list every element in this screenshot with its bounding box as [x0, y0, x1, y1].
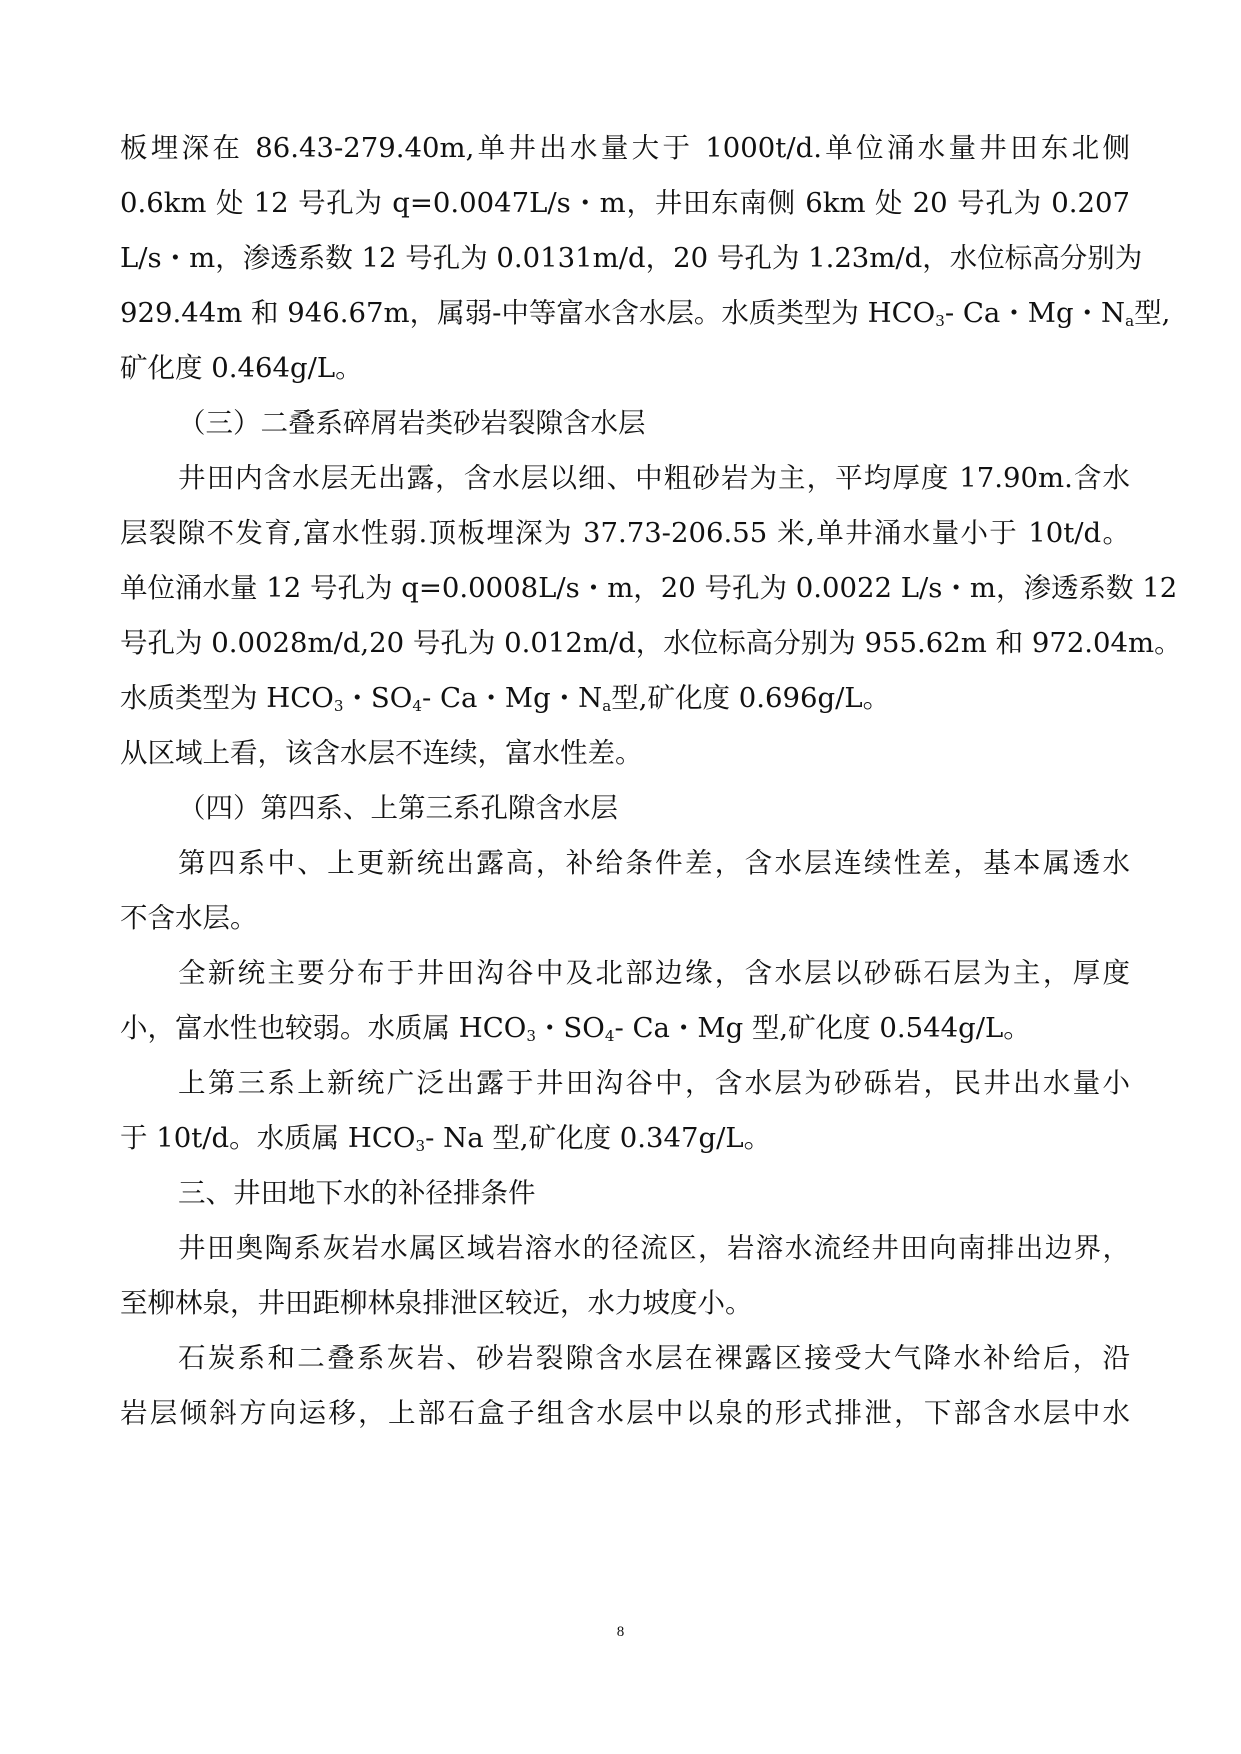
text-fragment: ・SO: [343, 682, 413, 714]
text-line: [120, 570, 1178, 606]
text-span: [120, 1012, 1031, 1044]
text-fragment: - Na 型,矿化度 0.347g/L。: [425, 1122, 772, 1154]
text-fragment: 小，富水性也较弱。水质属 HCO: [120, 1012, 527, 1044]
heading-text: （三）二叠系碎屑岩类砂岩裂隙含水层: [178, 407, 646, 439]
text-fragment: - Ca・Mg・N: [944, 297, 1126, 329]
text-line: [120, 625, 1182, 661]
text-line: [120, 900, 1130, 936]
text-line: [178, 1340, 1130, 1376]
text-span: 石炭系和二叠系灰岩、砂岩裂隙含水层在裸露区接受大气降水补给后，沿: [178, 1342, 1130, 1374]
text-line: [120, 295, 1171, 331]
text-fragment: 于 10t/d。水质属 HCO: [120, 1122, 416, 1154]
text-fragment: - Ca・Mg・N: [421, 682, 603, 714]
text-span: L/s・m，渗透系数 12 号孔为 0.0131m/d，20 号孔为 1.23m/d，水位标高分别为: [120, 242, 1143, 274]
text-span: 井田内含水层无出露，含水层以细、中粗砂岩为主，平均厚度 17.90m.含水: [178, 462, 1130, 494]
subscript: 4: [604, 1026, 615, 1045]
text-span: 号孔为 0.0028m/d,20 号孔为 0.012m/d，水位标高分别为 955.62m 和 972.04m。: [120, 627, 1182, 659]
text-span: 岩层倾斜方向运移，上部石盒子组含水层中以泉的形式排泄，下部含水层中水: [120, 1397, 1130, 1429]
heading-text: 三、井田地下水的补径排条件: [178, 1177, 536, 1209]
heading-text: （四）第四系、上第三系孔隙含水层: [178, 792, 618, 824]
text-span: 矿化度 0.464g/L。: [120, 352, 363, 384]
text-line: [120, 515, 1130, 551]
text-span: [120, 1122, 771, 1154]
page-number: 8: [616, 1624, 625, 1640]
text-fragment: ・SO: [535, 1012, 605, 1044]
text-span: 全新统主要分布于井田沟谷中及北部边缘，含水层以砂砾石层为主，厚度: [178, 957, 1130, 989]
text-line: [120, 130, 1130, 166]
text-line: [120, 735, 1130, 771]
text-span: 井田奥陶系灰岩水属区域岩溶水的径流区，岩溶水流经井田向南排出边界，: [178, 1232, 1130, 1264]
text-line: [120, 240, 1143, 276]
text-span: 层裂隙不发育,富水性弱.顶板埋深为 37.73-206.55 米,单井涌水量小于 10t/d。: [120, 517, 1130, 549]
text-span: [120, 297, 1170, 329]
subscript: 3: [935, 311, 945, 330]
text-line: [120, 1010, 1130, 1046]
text-span: 至柳林泉，井田距柳林泉排泄区较近，水力坡度小。: [120, 1287, 753, 1319]
text-fragment: 型,: [1134, 297, 1171, 329]
subscript: a: [602, 696, 612, 715]
text-line: [120, 1395, 1130, 1431]
text-fragment: - Ca・Mg 型,矿化度 0.544g/L。: [614, 1012, 1031, 1044]
subscript: 3: [415, 1136, 426, 1155]
text-line: [178, 955, 1130, 991]
text-line: [178, 845, 1130, 881]
text-span: 板埋深在 86.43-279.40m,单井出水量大于 1000t/d.单位涌水量井田东北侧: [120, 132, 1130, 164]
subscript: 3: [333, 696, 344, 715]
section-heading: [178, 790, 1188, 826]
text-span: 第四系中、上更新统出露高，补给条件差，含水层连续性差，基本属透水: [178, 847, 1130, 879]
text-line: [178, 1065, 1130, 1101]
text-line: [120, 1120, 1130, 1156]
subscript: a: [1125, 311, 1135, 330]
section-heading: [178, 405, 1188, 441]
subscript: 3: [526, 1026, 536, 1045]
text-line: [178, 1230, 1130, 1266]
text-span: 从区域上看，该含水层不连续，富水性差。: [120, 737, 643, 769]
text-fragment: 929.44m 和 946.67m，属弱-中等富水含水层。水质类型为 HCO: [120, 297, 936, 329]
text-span: 0.6km 处 12 号孔为 q=0.0047L/s・m，井田东南侧 6km 处 20 号孔为 0.207: [120, 187, 1130, 219]
section-heading: [178, 1175, 1188, 1211]
text-span: 单位涌水量 12 号孔为 q=0.0008L/s・m，20 号孔为 0.0022 L/s・m，渗透系数 12: [120, 572, 1178, 604]
text-span: 上第三系上新统广泛出露于井田沟谷中，含水层为砂砾岩，民井出水量小: [178, 1067, 1130, 1099]
subscript: 4: [412, 696, 422, 715]
text-line: [120, 350, 1130, 386]
text-line: [120, 1285, 1130, 1321]
text-line: [120, 185, 1130, 221]
text-fragment: 水质类型为 HCO: [120, 682, 334, 714]
text-fragment: 型,矿化度 0.696g/L。: [611, 682, 891, 714]
text-line: [178, 460, 1130, 496]
text-span: 不含水层。: [120, 902, 258, 934]
text-line: [120, 680, 1130, 716]
text-span: [120, 682, 890, 714]
